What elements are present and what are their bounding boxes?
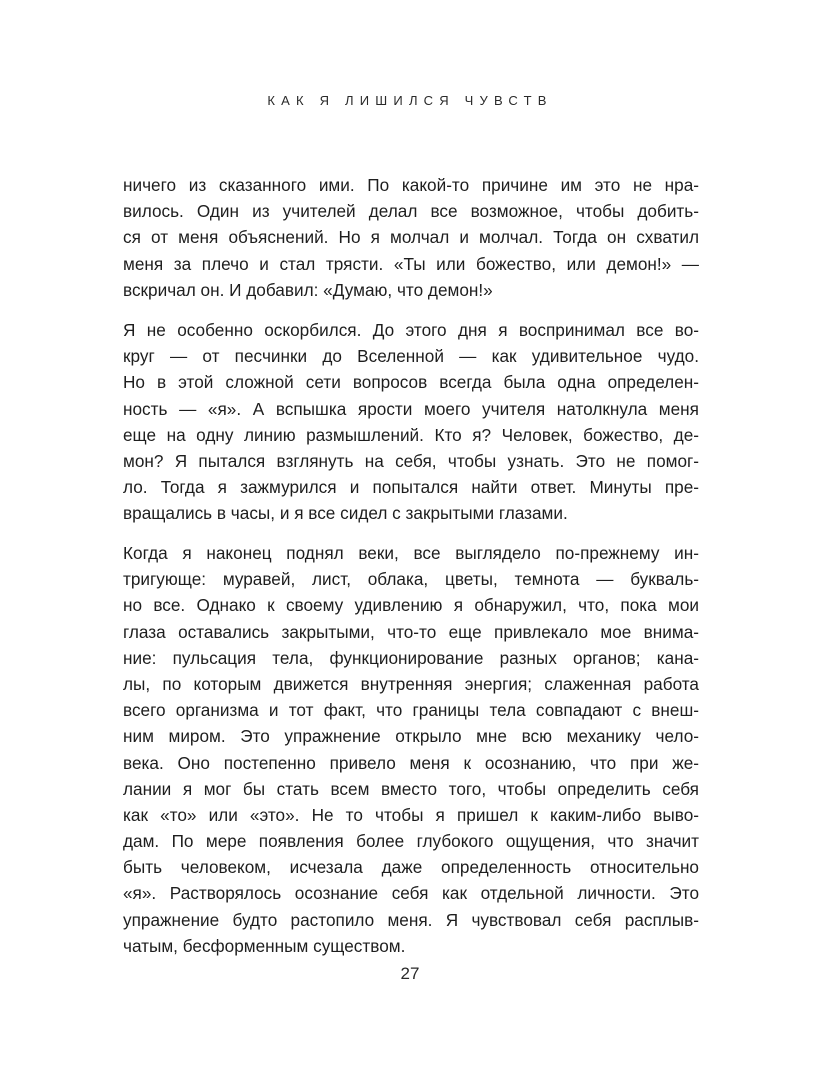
text-line: круг — от песчинки до Вселенной — как удивительное чудо. — [123, 346, 699, 367]
text-line: вилось. Один из учителей делал все возможное, чтобы добить- — [123, 201, 699, 222]
text-line: как «то» или «это». Не то чтобы я пришел к каким-либо выво- — [123, 804, 699, 825]
text-line: дам. По мере появления более глубокого ощущения, что значит — [123, 831, 699, 852]
text-line: Я не особенно оскорбился. До этого дня я воспринимал все во- — [123, 320, 699, 340]
paragraph-2 — [123, 317, 699, 527]
text-line: упражнение будто растопило меня. Я чувствовал себя расплыв- — [123, 909, 699, 930]
text-line: ло. Тогда я зажмурился и попытался найти ответ. Минуты пре- — [123, 477, 699, 498]
text-line: быть человеком, исчезала даже определенность относительно — [123, 857, 699, 878]
paragraph-1 — [123, 172, 699, 303]
text-line: лании я мог бы стать всем вместо того, чтобы определить себя — [123, 778, 699, 799]
paragraph-3 — [123, 540, 699, 959]
text-line: чатым, бесформенным существом. — [123, 935, 406, 956]
text-line: вскричал он. И добавил: «Думаю, что демон!» — [123, 279, 493, 300]
text-line: «я». Растворялось осознание себя как отдельной личности. Это — [123, 883, 699, 904]
text-line: века. Оно постепенно привело меня к осознанию, что при же- — [123, 752, 699, 773]
text-line: ность — «я». А вспышка ярости моего учителя натолкнула меня — [123, 398, 699, 419]
text-line: ним миром. Это упражнение открыло мне всю механику чело- — [123, 726, 699, 747]
text-line: еще на одну линию размышлений. Кто я? Человек, божество, де- — [123, 424, 699, 445]
running-head: КАК Я ЛИШИЛСЯ ЧУВСТВ — [267, 93, 553, 108]
text-line: ся от меня объяснений. Но я молчал и молчал. Тогда он схватил — [123, 227, 699, 248]
text-line: ние: пульсация тела, функционирование разных органов; кана- — [123, 647, 699, 668]
text-line: лы, по которым движется внутренняя энергия; слаженная работа — [123, 673, 699, 694]
text-line: ничего из сказанного ими. По какой-то причине им это не нра- — [123, 175, 699, 195]
text-line: всего организма и тот факт, что границы тела совпадают с внеш- — [123, 700, 699, 721]
text-line: тригующе: муравей, лист, облака, цветы, темнота — букваль- — [123, 569, 699, 590]
text-line: но все. Однако к своему удивлению я обнаружил, что, пока мои — [123, 595, 699, 616]
page-number: 27 — [400, 964, 420, 983]
text-line: глаза оставались закрытыми, что-то еще привлекало мое внима- — [123, 621, 699, 642]
text-line: вращались в часы, и я все сидел с закрытыми глазами. — [123, 503, 568, 524]
text-line: Но в этой сложной сети вопросов всегда была одна определен- — [123, 372, 699, 393]
text-line: мон? Я пытался взглянуть на себя, чтобы узнать. Это не помог- — [123, 450, 699, 471]
text-line: меня за плечо и стал трясти. «Ты или божество, или демон!» — — [123, 253, 699, 274]
text-line: Когда я наконец поднял веки, все выглядело по-прежнему ин- — [123, 543, 699, 563]
